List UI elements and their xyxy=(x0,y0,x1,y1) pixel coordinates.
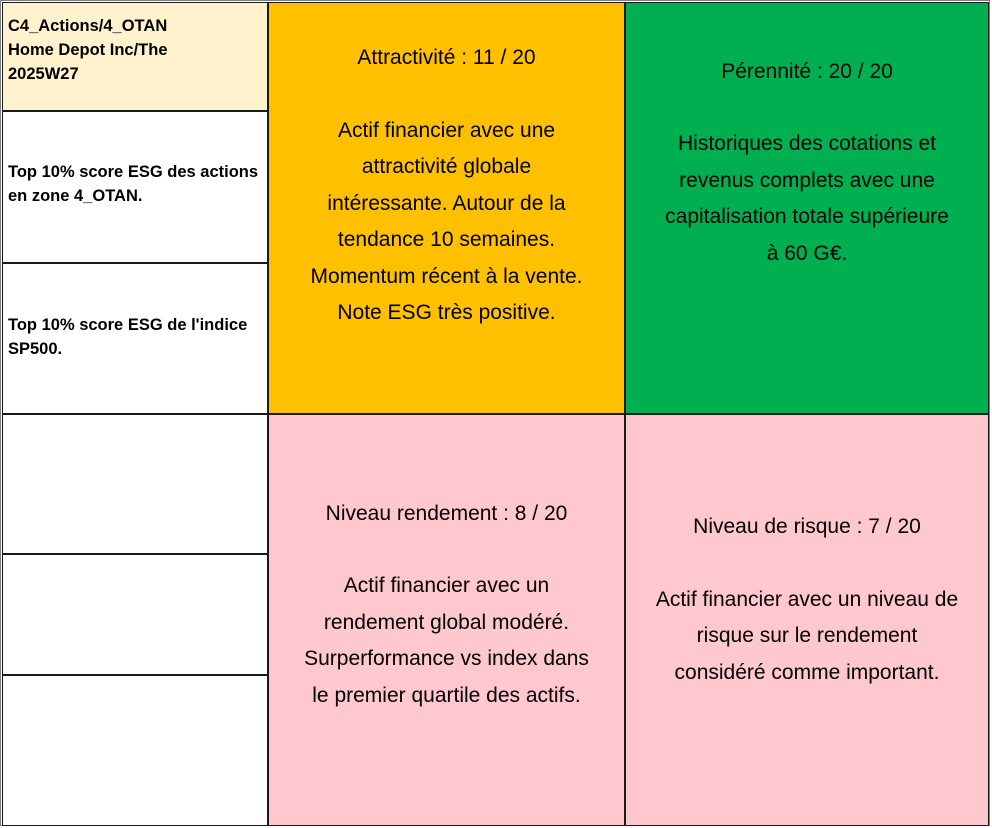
asset-header-cell xyxy=(2,2,268,111)
perennite-panel xyxy=(625,2,989,414)
empty-cell-2 xyxy=(2,554,268,675)
rendement-description: Actif financier avec un rendement global modéré. Surperformance vs index dans le premier quartile des actifs. xyxy=(304,574,589,707)
asset-week: 2025W27 xyxy=(8,65,79,83)
risque-panel xyxy=(625,414,989,826)
esg-index-note: Top 10% score ESG de l'indice SP500. xyxy=(8,316,248,358)
esg-index-cell xyxy=(2,263,268,414)
rendement-panel xyxy=(268,414,625,826)
attractivite-panel xyxy=(268,2,625,414)
esg-zone-cell xyxy=(2,111,268,263)
asset-header xyxy=(8,14,263,86)
rendement-title: Niveau rendement : 8 / 20 xyxy=(325,501,568,525)
empty-cell-3 xyxy=(2,675,268,826)
perennite-title: Pérennité : 20 / 20 xyxy=(721,59,893,83)
asset-name: Home Depot Inc/The xyxy=(8,41,168,59)
esg-zone-note: Top 10% score ESG des actions en zone 4_OTAN. xyxy=(8,163,259,205)
attractivite-title: Attractivité : 11 / 20 xyxy=(357,46,536,70)
attractivite-description: Actif financier avec une attractivité globale intéressante. Autour de la tendance 10 semaines. Momentum récent à la vente. Note ESG très positive. xyxy=(310,118,583,325)
risque-description: Actif financier avec un niveau de risque sur le rendement considéré comme important. xyxy=(655,587,959,684)
perennite-description: Historiques des cotations et revenus complets avec une capitalisation totale supérieure à 60 G€. xyxy=(665,132,949,265)
asset-category: C4_Actions/4_OTAN xyxy=(8,17,168,35)
risque-title: Niveau de risque : 7 / 20 xyxy=(693,515,921,538)
empty-cell-1 xyxy=(2,414,268,554)
